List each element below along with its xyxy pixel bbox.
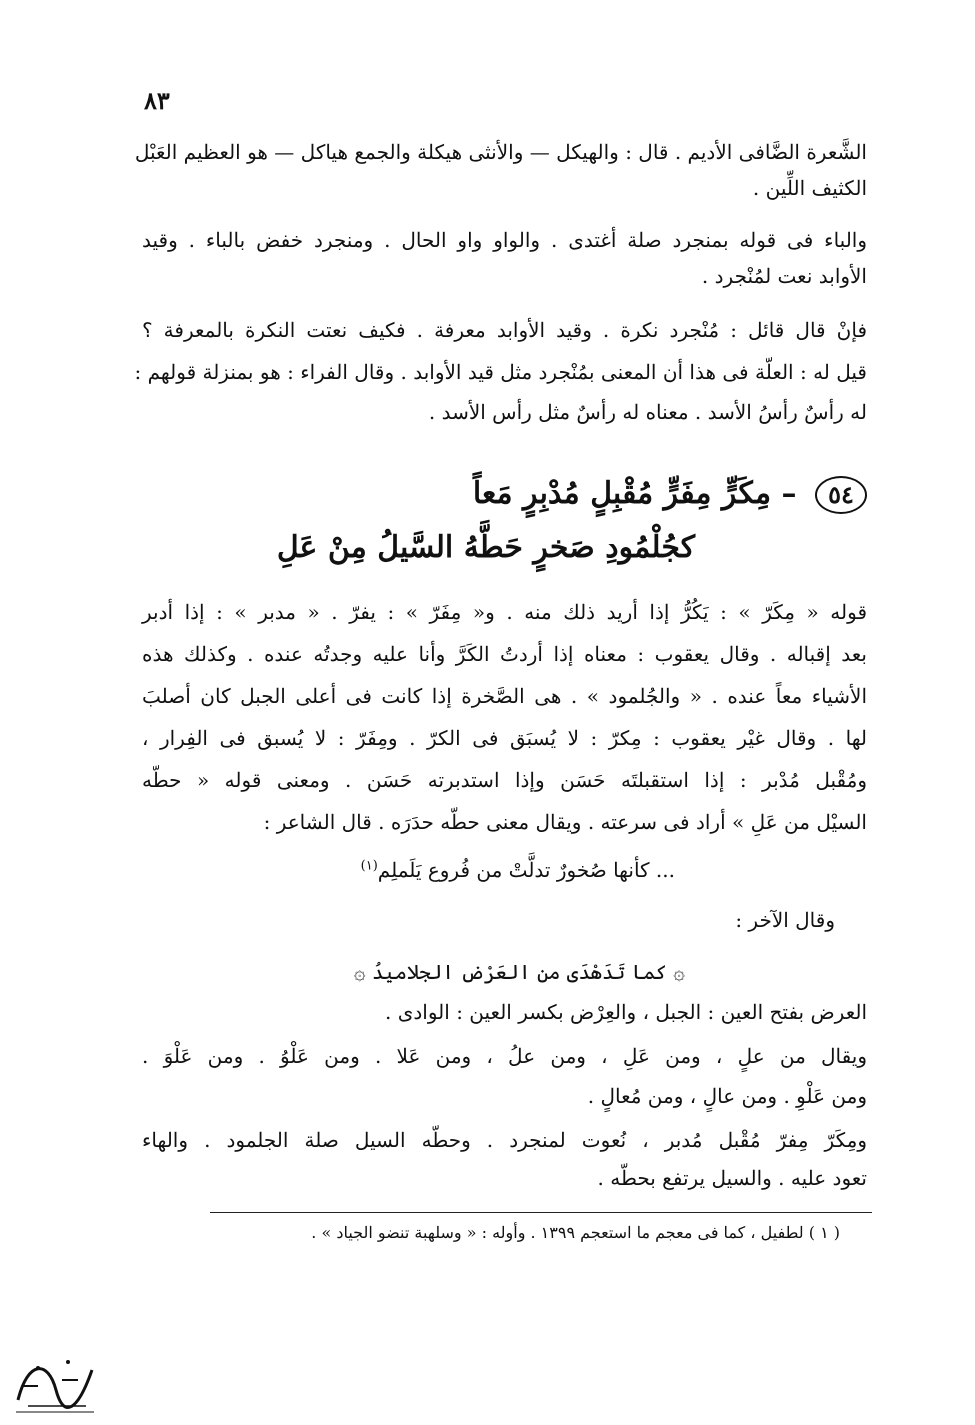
library-stamp-logo (8, 1340, 100, 1418)
para7-line-2: تعود عليه . والسيل يرتفع بحطّه . (597, 1166, 867, 1190)
para4-line-5: ومُقْبل مُدْبر : إذا استقبلتَه حَسَن وإذا استدبرته حَسَن . ومعنى قوله « حطّه (142, 768, 868, 792)
para5-line-1: العرض بفتح العين : الجبل ، والعِرْض بكسر العين : الوادى . (385, 1000, 867, 1024)
quoted-verse-1 (361, 858, 675, 882)
verse-line-1: مِكَرٍّ مِفَرٍّ مُقْبِلٍ مُدْبِرٍ مَعاً (472, 476, 772, 511)
para4-line-1: قوله « مِكَرّ » : يَكُرُّ إذا أريد ذلك منه . و« مِفَرّ » : يفرّ . « مدبر » : إذا أدبر (142, 600, 867, 624)
quoted-verse-2-text: كما تَدَهْدَى من العَرْض الجلاميدُ (371, 960, 667, 984)
para2-line-1: والباء فى قوله بمنجرد صلة أغتدى . والواو واو الحال . ومنجرد خفض بالباء . وقيد (142, 228, 867, 252)
para3-line-2: قيل له : العلّة فى هذا أن المعنى بمُنْجرد مثل قيد الأوابد . وقال الفراء : هو بمنزلة قولهم : (134, 360, 867, 384)
verse-first-hemistich (473, 476, 867, 514)
quote-ornament-icon: ۞ (666, 960, 685, 984)
verse-line-2: كجُلْمُودِ صَخرٍ حَطَّهُ السَّيلُ مِنْ عَلِ (276, 530, 695, 565)
para4-line-6: السيْل من عَلِ » أراد فى سرعته . ويقال معنى حطّه حدَرَه . قال الشاعر : (263, 810, 867, 834)
para2-line-2: الأوابد نعت لمُنْجرد . (701, 264, 867, 288)
para3-line-3: له رأسٌ رأسُ الأسد . معناه له رأسٌ مثل رأس الأسد . (428, 400, 867, 424)
verse-dash: – (781, 476, 797, 511)
quote-ornament-icon: ۞ (353, 960, 372, 984)
para7-line-1: ومِكَرّ مِفرّ مُقْبل مُدبر ، نُعوت لمنجرد . وحطّه السيل صلة الجلمود . والهاء (142, 1128, 867, 1152)
quoted-verse-1-text: ... كأنها صُخورٌ تدلَّتْ من فُروع يَلَملِم (377, 858, 675, 882)
verse-number-badge: ٥٤ (815, 476, 867, 514)
para6-line-1: ويقال من علٍ ، ومن عَلِ ، ومن علُ ، ومن عَلا . ومن عَلْوُ . ومن عَلْوَ . (142, 1044, 867, 1068)
quoted-verse-2 (354, 960, 685, 984)
para4-line-3: الأشياء معاً عنده . « والجُلمود » . هى الصَّخرة إذا كانت فى أعلى الجبل كان أصلبَ (142, 684, 867, 708)
para4-line-4: لها . وقال غيْر يعقوب : مِكرّ : لا يُسبَق فى الكرّ . ومِفَرّ : لا يُسبق فى الفِرار ، (142, 726, 867, 750)
para1-line-2: الكثيف اللِّين . (752, 176, 867, 200)
para4-line-2: بعد إقباله . وقال يعقوب : معناه إذا أردتُ الكَرَّ وأنا عليه وجدتُه عنده . وكذلك هذه (142, 642, 867, 666)
footnote-ref: (١) (360, 858, 378, 874)
para3-line-1: فإنْ قال قائل : مُنْجرد نكرة . وقيد الأوابد معرفة . فكيف نعتت النكرة بالمعرفة ؟ (142, 318, 867, 342)
said-other-line: وقال الآخر : (735, 908, 835, 932)
footnote: ( ١ ) لطفيل ، كما فى معجم ما استعجم ١٣٩٩ . وأوله : « وسلهبة تنضو الجياد » . (311, 1223, 840, 1242)
footnote-divider (210, 1212, 872, 1213)
para6-line-2: ومن عَلْوِ . ومن عالٍ ، ومن مُعالٍ . (587, 1084, 867, 1108)
page-number: ٨٣ (144, 86, 170, 115)
para1-line-1: الشَّعرة الضَّافى الأديم . قال : والهيكل — والأنثى هيكلة والجمع هياكل — هو العظيم العَبْل (134, 140, 867, 164)
